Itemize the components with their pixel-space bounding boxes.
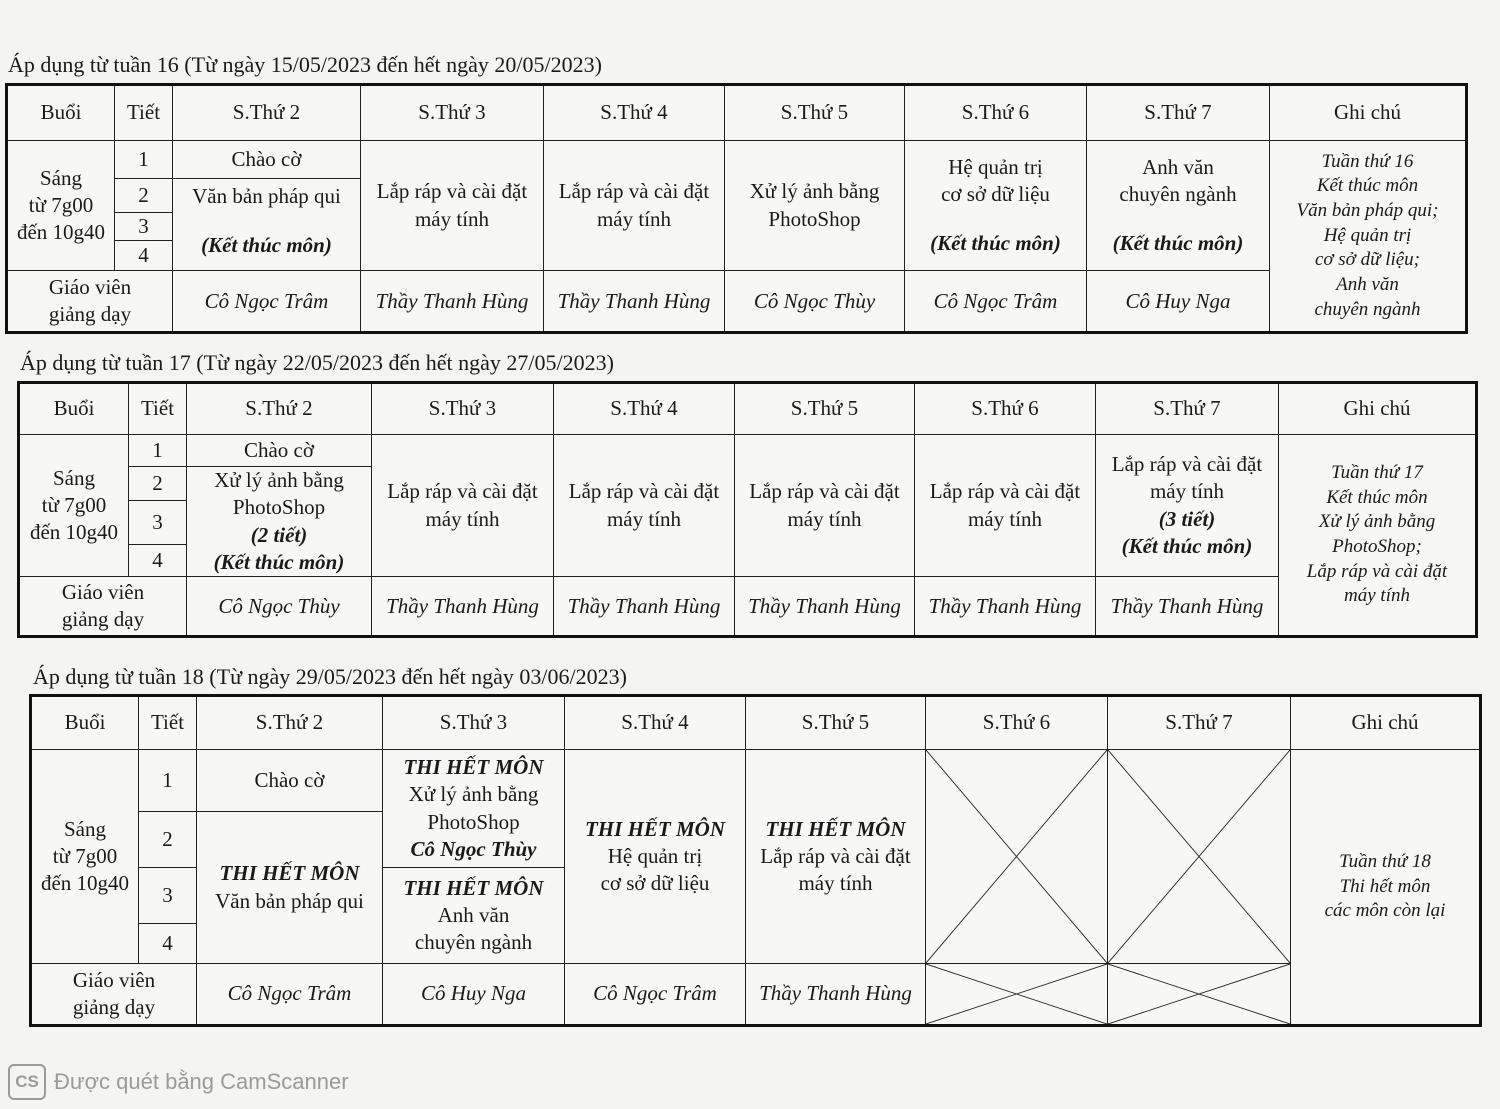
col-header-fri: S.Thứ 6 <box>905 85 1087 141</box>
col-header-tiet: Tiết <box>129 383 187 435</box>
teacher-mon: Cô Ngọc Trâm <box>197 964 383 1026</box>
col-header-buoi: Buổi <box>7 85 115 141</box>
cross-mark-icon <box>926 750 1107 963</box>
tue-exam-2: THI HẾT MÔN Anh văn chuyên ngành <box>383 868 565 964</box>
note-cell: Tuần thứ 17 Kết thúc môn Xử lý ảnh bằng PhotoShop; Lắp ráp và cài đặt máy tính <box>1279 435 1477 637</box>
fri-teacher-crossed-out <box>926 964 1108 1026</box>
sat-class: Anh văn chuyên ngành (Kết thúc môn) <box>1087 141 1270 271</box>
tue-class: Lắp ráp và cài đặt máy tính <box>372 435 554 577</box>
col-header-fri: S.Thứ 6 <box>926 696 1108 750</box>
camscanner-logo-icon: CS <box>8 1064 46 1100</box>
cross-mark-icon <box>1108 750 1290 963</box>
camscanner-watermark <box>8 1064 349 1100</box>
col-header-fri: S.Thứ 6 <box>915 383 1096 435</box>
col-header-note: Ghi chú <box>1279 383 1477 435</box>
teacher-tue: Cô Huy Nga <box>383 964 565 1026</box>
teacher-fri: Cô Ngọc Trâm <box>905 271 1087 333</box>
col-header-tue: S.Thứ 3 <box>361 85 544 141</box>
week-17-title: Áp dụng từ tuần 17 (Từ ngày 22/05/2023 đến hết ngày 27/05/2023) <box>20 350 614 375</box>
session-cell: Sáng từ 7g00 đến 10g40 <box>7 141 115 271</box>
teacher-row <box>31 964 1481 1026</box>
teacher-row <box>19 577 1477 637</box>
mon-period-2-4: Văn bản pháp qui (Kết thúc môn) <box>173 179 361 271</box>
wed-class: Lắp ráp và cài đặt máy tính <box>554 435 735 577</box>
mon-period-2-4: Xử lý ảnh bằng PhotoShop (2 tiết) (Kết thúc môn) <box>187 467 372 577</box>
teacher-wed: Thầy Thanh Hùng <box>544 271 725 333</box>
note-cell: Tuần thứ 18 Thi hết môn các môn còn lại <box>1291 750 1481 1026</box>
mon-exam: THI HẾT MÔN Văn bản pháp qui <box>197 812 383 964</box>
period-cell: 4 <box>115 241 173 271</box>
col-header-tiet: Tiết <box>115 85 173 141</box>
wed-exam: THI HẾT MÔN Hệ quản trị cơ sở dữ liệu <box>565 750 746 964</box>
col-header-sat: S.Thứ 7 <box>1096 383 1279 435</box>
col-header-buoi: Buổi <box>31 696 139 750</box>
week-17-table <box>17 381 1478 638</box>
mon-period-1: Chào cờ <box>197 750 383 812</box>
header-row <box>7 85 1467 141</box>
watermark-text: Được quét bằng CamScanner <box>54 1069 349 1094</box>
period-cell: 3 <box>115 213 173 241</box>
period-cell: 2 <box>115 179 173 213</box>
teacher-mon: Cô Ngọc Trâm <box>173 271 361 333</box>
col-header-thu: S.Thứ 5 <box>725 85 905 141</box>
period-cell: 2 <box>129 467 187 501</box>
week-16-title: Áp dụng từ tuần 16 (Từ ngày 15/05/2023 đến hết ngày 20/05/2023) <box>8 52 602 77</box>
fri-crossed-out <box>926 750 1108 964</box>
cross-mark-icon <box>1108 964 1290 1024</box>
header-row <box>19 383 1477 435</box>
teacher-mon: Cô Ngọc Thùy <box>187 577 372 637</box>
teacher-wed: Thầy Thanh Hùng <box>554 577 735 637</box>
thu-class: Lắp ráp và cài đặt máy tính <box>735 435 915 577</box>
period-cell: 2 <box>139 812 197 868</box>
col-header-tue: S.Thứ 3 <box>383 696 565 750</box>
wed-class: Lắp ráp và cài đặt máy tính <box>544 141 725 271</box>
teacher-wed: Cô Ngọc Trâm <box>565 964 746 1026</box>
teacher-thu: Cô Ngọc Thùy <box>725 271 905 333</box>
col-header-wed: S.Thứ 4 <box>565 696 746 750</box>
teacher-thu: Thầy Thanh Hùng <box>735 577 915 637</box>
sat-teacher-crossed-out <box>1108 964 1291 1026</box>
teacher-tue: Thầy Thanh Hùng <box>372 577 554 637</box>
teacher-fri: Thầy Thanh Hùng <box>915 577 1096 637</box>
teacher-thu: Thầy Thanh Hùng <box>746 964 926 1026</box>
col-header-buoi: Buổi <box>19 383 129 435</box>
col-header-mon: S.Thứ 2 <box>173 85 361 141</box>
fri-class: Hệ quản trị cơ sở dữ liệu (Kết thúc môn) <box>905 141 1087 271</box>
period-cell: 3 <box>139 868 197 924</box>
header-row <box>31 696 1481 750</box>
week-16-table <box>5 83 1468 334</box>
col-header-wed: S.Thứ 4 <box>544 85 725 141</box>
col-header-note: Ghi chú <box>1270 85 1467 141</box>
teacher-sat: Cô Huy Nga <box>1087 271 1270 333</box>
col-header-thu: S.Thứ 5 <box>735 383 915 435</box>
teacher-label: Giáo viên giảng dạy <box>31 964 197 1026</box>
col-header-sat: S.Thứ 7 <box>1087 85 1270 141</box>
note-cell: Tuần thứ 16 Kết thúc môn Văn bản pháp qui; Hệ quản trị cơ sở dữ liệu; Anh văn chuyên ngành <box>1270 141 1467 333</box>
sat-crossed-out <box>1108 750 1291 964</box>
period-cell: 4 <box>139 924 197 964</box>
col-header-wed: S.Thứ 4 <box>554 383 735 435</box>
tue-class: Lắp ráp và cài đặt máy tính <box>361 141 544 271</box>
teacher-tue: Thầy Thanh Hùng <box>361 271 544 333</box>
period-cell: 1 <box>115 141 173 179</box>
col-header-thu: S.Thứ 5 <box>746 696 926 750</box>
col-header-note: Ghi chú <box>1291 696 1481 750</box>
week-18-title: Áp dụng từ tuần 18 (Từ ngày 29/05/2023 đến hết ngày 03/06/2023) <box>33 664 627 689</box>
sat-class: Lắp ráp và cài đặt máy tính (3 tiết) (Kết thúc môn) <box>1096 435 1279 577</box>
session-cell: Sáng từ 7g00 đến 10g40 <box>31 750 139 964</box>
fri-class: Lắp ráp và cài đặt máy tính <box>915 435 1096 577</box>
teacher-label: Giáo viên giảng dạy <box>7 271 173 333</box>
teacher-sat: Thầy Thanh Hùng <box>1096 577 1279 637</box>
mon-period-1: Chào cờ <box>187 435 372 467</box>
col-header-sat: S.Thứ 7 <box>1108 696 1291 750</box>
teacher-label: Giáo viên giảng dạy <box>19 577 187 637</box>
mon-period-1: Chào cờ <box>173 141 361 179</box>
col-header-tiet: Tiết <box>139 696 197 750</box>
thu-exam: THI HẾT MÔN Lắp ráp và cài đặt máy tính <box>746 750 926 964</box>
cross-mark-icon <box>926 964 1107 1024</box>
thu-class: Xử lý ảnh bằng PhotoShop <box>725 141 905 271</box>
period-cell: 4 <box>129 545 187 577</box>
col-header-mon: S.Thứ 2 <box>187 383 372 435</box>
session-cell: Sáng từ 7g00 đến 10g40 <box>19 435 129 577</box>
col-header-mon: S.Thứ 2 <box>197 696 383 750</box>
col-header-tue: S.Thứ 3 <box>372 383 554 435</box>
period-cell: 1 <box>139 750 197 812</box>
teacher-row <box>7 271 1467 333</box>
week-18-table <box>29 694 1482 1027</box>
period-cell: 3 <box>129 501 187 545</box>
tue-exam-1: THI HẾT MÔN Xử lý ảnh bằng PhotoShop Cô Ngọc Thùy <box>383 750 565 868</box>
period-cell: 1 <box>129 435 187 467</box>
